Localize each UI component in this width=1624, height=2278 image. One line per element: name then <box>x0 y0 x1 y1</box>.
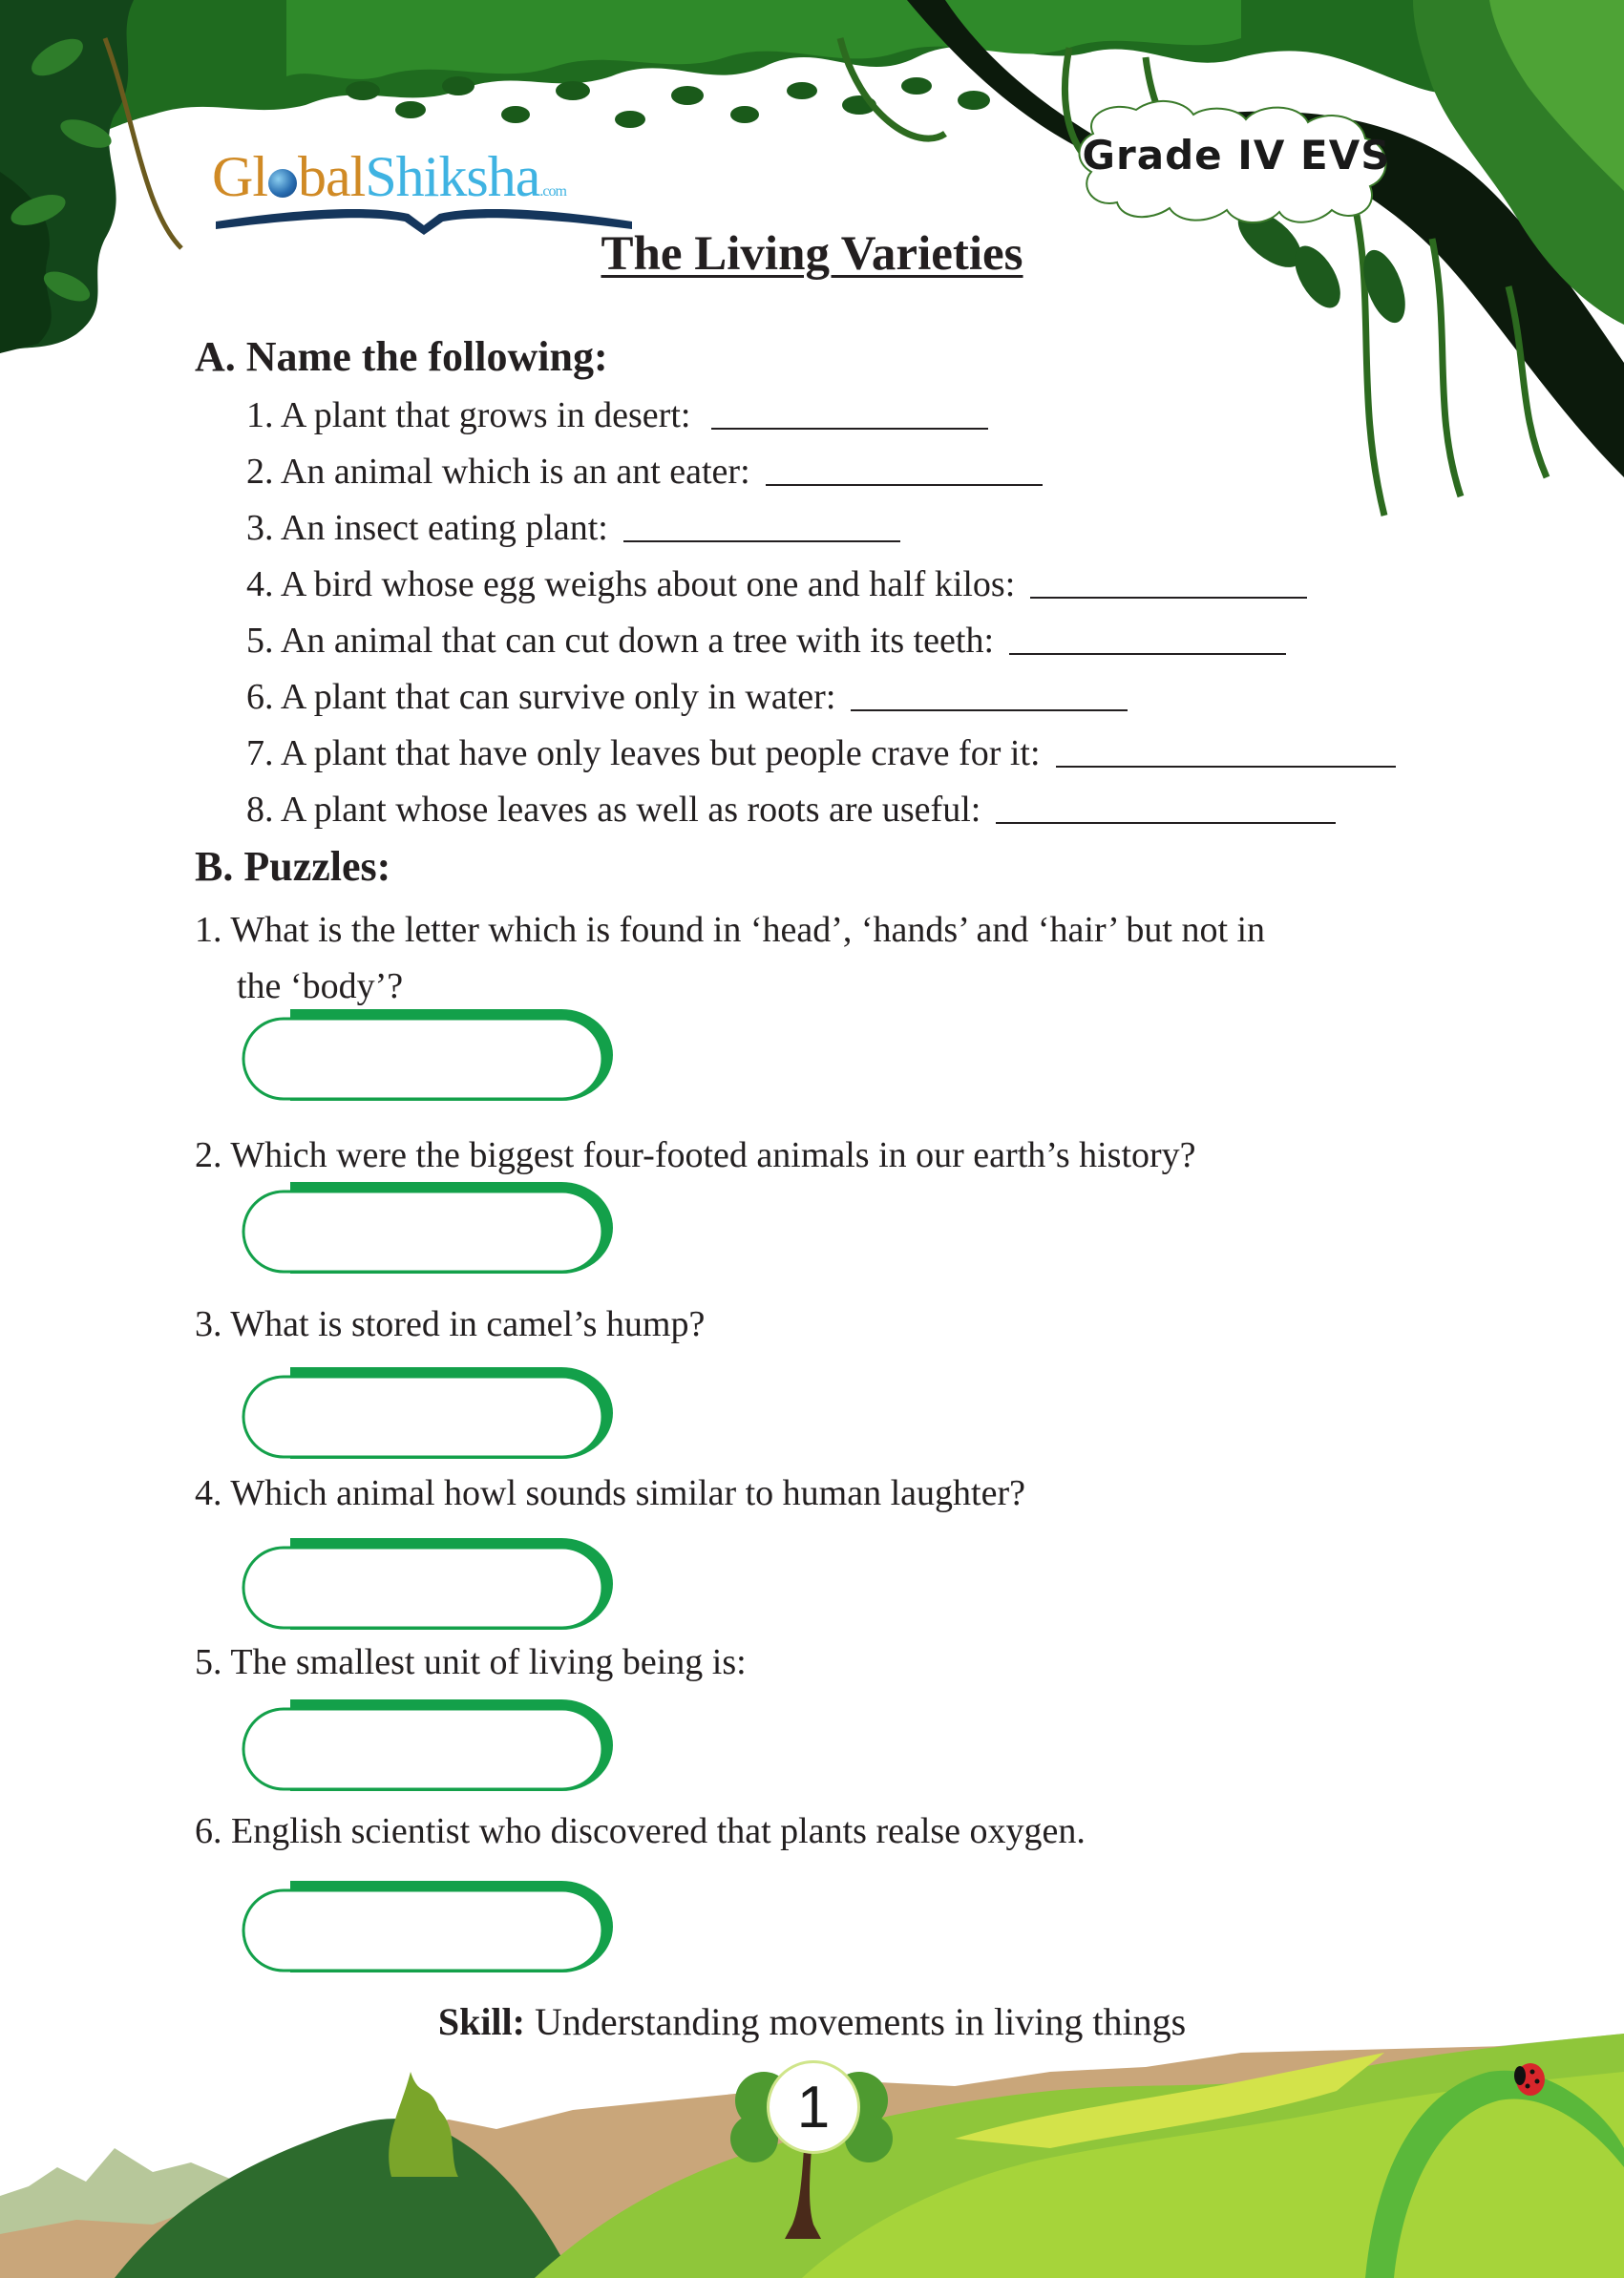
answer-box-shape <box>241 1365 622 1461</box>
answer-box-6[interactable] <box>241 1879 622 1974</box>
puzzle-text: 6. English scientist who discovered that plants realse oxygen. <box>195 1811 1086 1851</box>
answer-blank[interactable] <box>851 709 1128 711</box>
puzzle-text: 1. What is the letter which is found in ‘head’, ‘hands’ and ‘hair’ but not in <box>195 910 1266 950</box>
page-title <box>0 225 1624 283</box>
answer-box-shape <box>241 1879 622 1974</box>
page-title-text: The Living Varieties <box>601 227 1023 281</box>
puzzle-question-6 <box>195 1803 1531 1860</box>
name-item-8 <box>246 786 1336 833</box>
skill-line <box>0 1995 1624 2048</box>
answer-box-shape <box>241 1698 622 1793</box>
name-item-text: 1. A plant that grows in desert: <box>246 395 691 435</box>
section-b-heading: B. Puzzles: <box>195 843 391 890</box>
puzzle-text: 5. The smallest unit of living being is: <box>195 1642 747 1682</box>
name-item-4 <box>246 560 1307 608</box>
puzzle-question-2 <box>195 1128 1531 1184</box>
name-item-text: 7. A plant that have only leaves but people crave for it: <box>246 733 1041 773</box>
answer-blank[interactable] <box>623 540 900 542</box>
answer-blank[interactable] <box>1056 766 1396 768</box>
puzzle-text: 2. Which were the biggest four-footed animals in our earth’s history? <box>195 1135 1196 1175</box>
answer-box-shape <box>241 1007 622 1103</box>
answer-box-shape <box>241 1180 622 1276</box>
name-item-text: 6. A plant that can survive only in water: <box>246 677 836 717</box>
answer-box-shape <box>241 1536 622 1632</box>
logo-text-gl: Gl <box>212 145 267 208</box>
answer-box-2[interactable] <box>241 1180 622 1276</box>
page-number: 1 <box>767 2060 860 2154</box>
answer-blank[interactable] <box>1009 653 1286 655</box>
grade-label: Grade IV EVS <box>1082 132 1391 179</box>
answer-box-4[interactable] <box>241 1536 622 1632</box>
name-item-6 <box>246 673 1128 721</box>
section-a-heading: A. Name the following: <box>195 333 608 380</box>
answer-blank[interactable] <box>996 822 1336 824</box>
name-item-7 <box>246 729 1396 777</box>
name-item-text: 3. An insect eating plant: <box>246 508 608 548</box>
name-item-5 <box>246 617 1286 664</box>
puzzle-question-5 <box>195 1635 1531 1691</box>
skill-text: Understanding movements in living things <box>524 2000 1187 2043</box>
puzzle-text: 4. Which animal howl sounds similar to human laughter? <box>195 1473 1025 1513</box>
name-item-text: 8. A plant whose leaves as well as roots are useful: <box>246 790 981 830</box>
puzzle-question-3 <box>195 1297 1531 1353</box>
name-item-2 <box>246 448 1043 496</box>
answer-box-5[interactable] <box>241 1698 622 1793</box>
name-item-1 <box>246 391 988 439</box>
globalshiksha-logo[interactable] <box>212 143 642 239</box>
answer-blank[interactable] <box>1030 597 1307 599</box>
grade-badge <box>1065 95 1408 229</box>
name-item-text: 5. An animal that can cut down a tree with its teeth: <box>246 621 995 661</box>
logo-text-shiksha: Shiksha <box>365 145 540 208</box>
answer-blank[interactable] <box>766 484 1043 486</box>
puzzle-text: 3. What is stored in camel’s hump? <box>195 1304 706 1344</box>
answer-box-1[interactable] <box>241 1007 622 1103</box>
name-item-3 <box>246 504 900 552</box>
puzzle-question-1 <box>195 902 1531 1015</box>
globe-icon <box>268 169 297 198</box>
puzzle-question-4 <box>195 1466 1531 1522</box>
logo-text-bal: bal <box>298 145 366 208</box>
name-item-text: 4. A bird whose egg weighs about one and half kilos: <box>246 564 1016 604</box>
answer-blank[interactable] <box>711 428 988 430</box>
name-item-text: 2. An animal which is an ant eater: <box>246 452 750 492</box>
answer-box-3[interactable] <box>241 1365 622 1461</box>
puzzle-text-continued: the ‘body’? <box>237 966 404 1006</box>
logo-text-com: .com <box>539 183 566 200</box>
skill-label: Skill: <box>437 2000 525 2043</box>
